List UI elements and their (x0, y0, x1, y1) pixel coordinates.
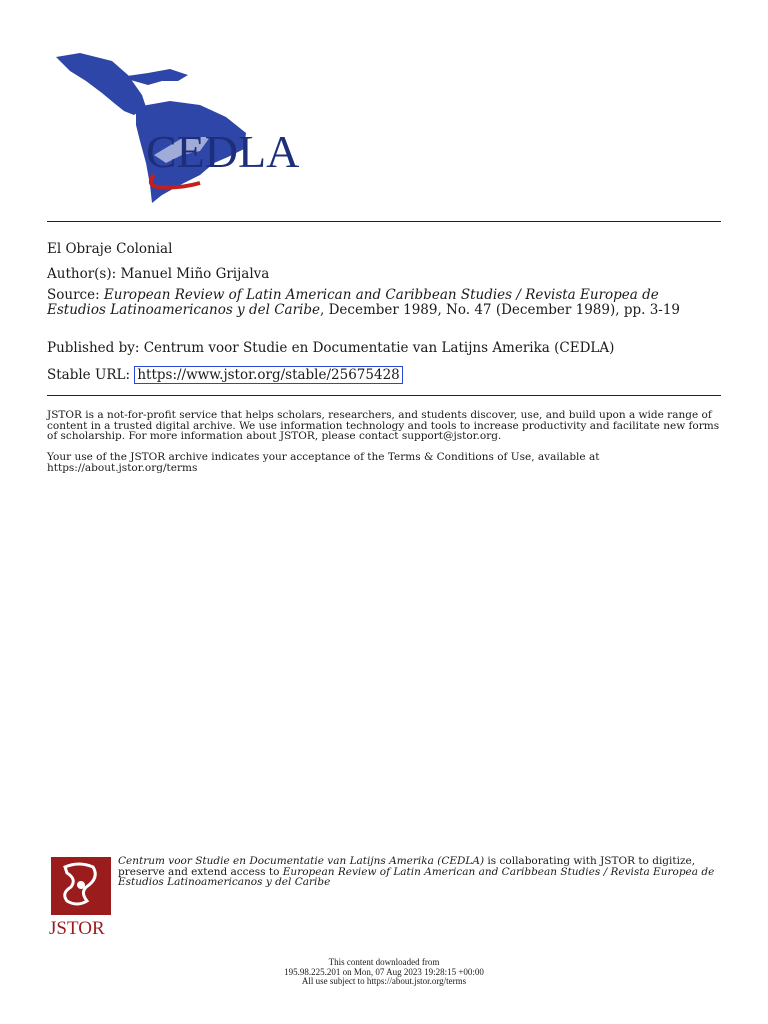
stable-url-link[interactable]: https://www.jstor.org/stable/25675428 (134, 366, 402, 384)
collab-text: is collaborating with JSTOR to digitize, preserve and extend access to (118, 855, 696, 878)
source-block (47, 288, 721, 318)
source-details: , December 1989, No. 47 (December 1989), pp. 3-19 (320, 302, 681, 318)
jstor-logo (49, 855, 115, 937)
cedla-logo-text: CEDLA (146, 126, 300, 177)
collab-org: Centrum voor Studie en Documentatie van Latijns Amerika (CEDLA) (118, 855, 485, 867)
footer-line-2: 195.98.225.201 on Mon, 07 Aug 2023 19:28:15 +00:00 (284, 966, 484, 977)
publisher-label: Published by: (47, 340, 140, 356)
jstor-wordmark: JSTOR (49, 918, 105, 937)
authors-value: Manuel Miño Grijalva (120, 266, 270, 282)
download-footer (0, 958, 768, 987)
top-rule (47, 221, 721, 222)
article-title: El Obraje Colonial (47, 241, 173, 257)
authors-label: Author(s): (47, 266, 117, 282)
source-journal[interactable]: European Review of Latin American and Caribbean Studies / Revista Europea de Estudios Latinoamericanos y del Caribe (47, 287, 659, 318)
source-label: Source: (47, 287, 100, 303)
collaboration-statement (118, 856, 728, 888)
terms-notice-paragraph: Your use of the JSTOR archive indicates your acceptance of the Terms & Conditions of Use, available at https://about.jstor.org/terms (47, 451, 600, 474)
cedla-logo (50, 45, 340, 205)
jstor-notice-paragraph: JSTOR is a not-for-profit service that helps scholars, researchers, and students discover, use, and build upon a wide range of content in a trusted digital archive. We use information technology and tools to increase productivity and facilitate new forms of scholarship. For more information about JSTOR, please contact support@jstor.org. (47, 409, 720, 442)
publisher-line (47, 340, 614, 356)
footer-line-3: All use subject to https://about.jstor.org/terms (301, 976, 467, 987)
bottom-rule (47, 395, 721, 396)
stable-url-line (47, 367, 403, 383)
authors-line (47, 266, 269, 282)
stable-url-label: Stable URL: (47, 367, 131, 383)
collab-journal: European Review of Latin American and Caribbean Studies / Revista Europea de Estudios Latinoamericanos y del Caribe (118, 865, 715, 888)
publisher-value: Centrum voor Studie en Documentatie van Latijns Amerika (CEDLA) (143, 340, 615, 356)
footer-line-1: This content downloaded from (328, 957, 440, 967)
